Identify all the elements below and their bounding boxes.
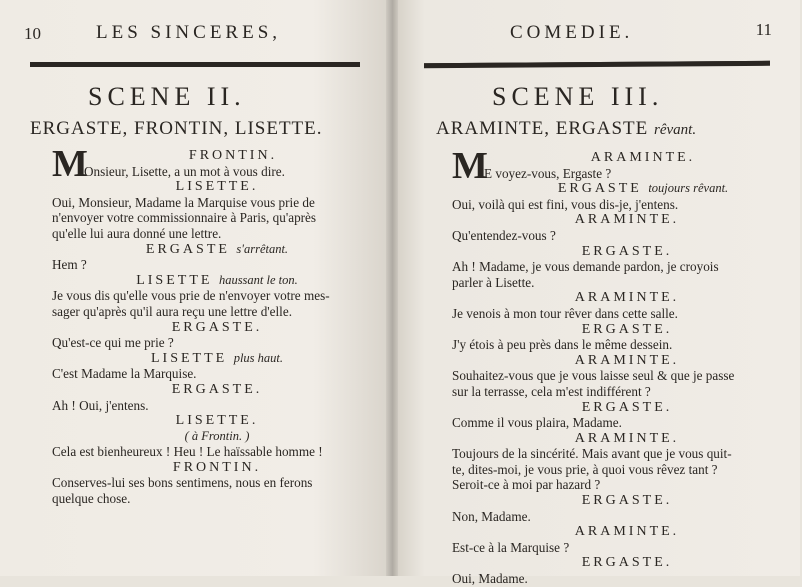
dialogue-text [452,145,802,587]
speaker-name [52,179,382,195]
dialogue-line: Ah ! Oui, j'entens. [52,397,149,413]
speaker-name [452,400,802,416]
speaker-name [452,212,802,228]
speaker-name [52,460,382,476]
dialogue-line: Je vous dis qu'elle vous prie de n'envoyer votre mes- [52,288,330,304]
dialogue-line: Toujours de la sincérité. Mais avant que je vous quit- [452,446,732,462]
speaker-name [52,148,382,164]
speaker-label: ERGASTE. [581,243,673,259]
speaker-label: LISETTE. [175,179,259,195]
speaker-label: ERGASTE. [171,319,263,335]
dialogue-line: parler à Lisette. [452,274,535,290]
speaker-name [452,524,802,540]
cast-list [436,118,696,140]
speaker-label: ERGASTE [145,241,230,257]
stage-direction: plus haut. [233,350,284,365]
dialogue-line: Souhaitez-vous que je vous laisse seul & que je passe [452,368,735,384]
speaker-name [452,431,802,447]
stage-direction: haussant le ton. [218,272,298,287]
dialogue-line: sur la terrasse, cela m'est indifférent ? [452,383,651,399]
speaker-label: FRONTIN. [188,148,278,163]
speaker-label: ERGASTE. [581,555,673,571]
speaker-name [52,273,382,289]
speaker-name [452,181,802,197]
dialogue-line: Qu'est-ce qui me prie ? [52,335,174,351]
right-page [392,0,800,587]
stage-direction: ( à Frontin. ) [184,428,250,443]
speaker-name [52,320,382,336]
dialogue-line: te, dites-moi, je vous prie, à quoi vous rêvez tant ? [452,461,718,477]
page-number: 11 [755,20,772,39]
dialogue-text [52,143,382,507]
cast-names: ARAMINTE, ERGASTE [436,118,649,139]
speaker-label: ARAMINTE. [574,352,680,368]
scene-title: SCENE II. [88,82,246,111]
dialogue-line: Cela est bienheureux ! Heu ! Le haïssable homme ! [52,444,323,460]
speaker-label: ARAMINTE. [574,524,680,540]
cast-list: ERGASTE, FRONTIN, LISETTE. [30,118,323,139]
dialogue-line: Oui, Madame. [452,571,528,587]
dialogue-line: Je venois à mon tour rêver dans cette salle. [452,305,678,321]
dialogue-line: Comme il vous plaira, Madame. [452,415,622,431]
dialogue-line: Ah ! Madame, je vous demande pardon, je croyois [452,259,719,275]
page-number: 10 [24,24,41,43]
speaker-name [452,244,802,260]
dialogue-line: sager qu'après qu'il aura reçu une lettre d'elle. [52,303,292,319]
drop-cap: M [52,143,88,185]
running-head: LES SINCERES, [96,22,282,43]
speaker-name [52,382,382,398]
speaker-label: ARAMINTE. [574,212,680,228]
dialogue-line: Qu'entendez-vous ? [452,227,556,243]
dialogue-line: E voyez-vous, Ergaste ? [484,165,612,181]
speaker-name [52,351,382,367]
speaker-label: ERGASTE. [581,321,673,337]
speaker-name [52,413,382,429]
speaker-name [52,242,382,258]
dialogue-line: qu'elle lui aura donné une lettre. [52,225,222,241]
speaker-label: ARAMINTE. [590,150,696,165]
speaker-name [452,290,802,306]
dialogue-line: Onsieur, Lisette, a un mot à vous dire. [84,163,285,179]
dialogue-line: J'y étois à peu près dans le même dessein. [452,337,673,353]
dialogue-line: quelque chose. [52,491,131,507]
speaker-name [452,353,802,369]
speaker-name [452,322,802,338]
running-head: COMEDIE. [510,22,634,43]
left-page [0,0,392,576]
speaker-label: LISETTE [150,350,228,366]
speaker-name [452,555,802,571]
dialogue-line: Conserves-lui ses bons sentimens, nous en ferons [52,475,313,491]
speaker-label: LISETTE. [175,413,259,429]
header-rule [424,61,770,68]
speaker-label: LISETTE [136,272,213,288]
book-gutter [386,0,398,576]
speaker-label: FRONTIN. [172,459,262,475]
stage-direction: s'arrêtant. [236,241,289,256]
dialogue-line: Seroit-ce à moi par hazard ? [452,477,601,493]
speaker-label: ERGASTE [557,181,642,197]
dialogue-line: Est-ce à la Marquise ? [452,539,570,555]
speaker-label: ARAMINTE. [574,430,680,446]
speaker-label: ERGASTE. [581,399,673,415]
speaker-label: ARAMINTE. [574,290,680,306]
dialogue-line: Non, Madame. [452,508,531,524]
dialogue-line: Oui, voilà qui est fini, vous dis-je, j'entens. [452,196,679,212]
dialogue-line: Oui, Monsieur, Madame la Marquise vous prie de [52,194,315,210]
speaker-name [452,493,802,509]
scene-title: SCENE III. [492,82,664,111]
dialogue-line: Hem ? [52,257,87,273]
cast-direction: rêvant. [654,122,697,138]
speaker-label: ERGASTE. [171,381,263,397]
drop-cap: M [452,145,488,187]
speaker-label: ERGASTE. [581,493,673,509]
dialogue-line: C'est Madame la Marquise. [52,366,197,382]
speaker-name [452,150,802,166]
header-rule [30,62,360,67]
stage-direction: toujours rêvant. [648,181,729,196]
dialogue-line: n'envoyer votre commissionnaire à Paris, qu'après [52,210,317,226]
